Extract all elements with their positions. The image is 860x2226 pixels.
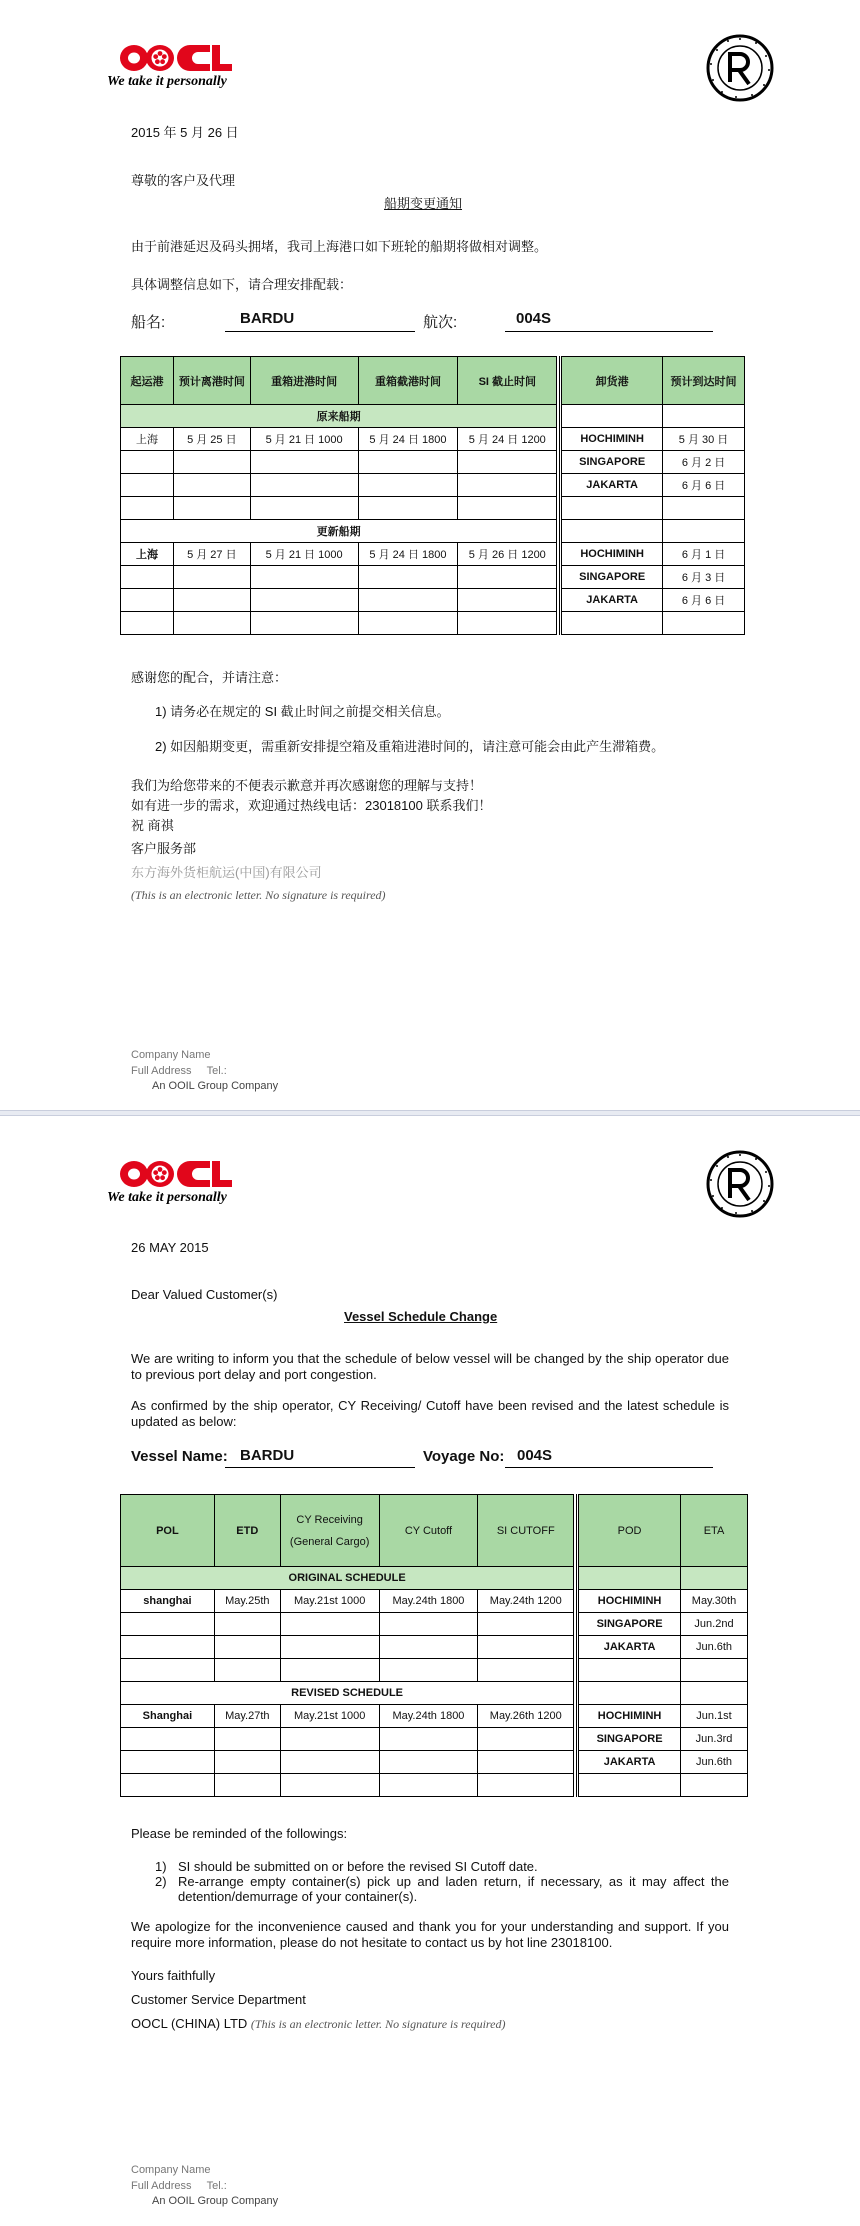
tagline: We take it personally (107, 1190, 227, 1205)
table-cell: HOCHIMINH (578, 1590, 681, 1613)
original-schedule-label: ORIGINAL SCHEDULE (121, 1567, 574, 1590)
department: Customer Service Department (131, 1992, 306, 2007)
note-1: SI should be submitted on or before the revised SI Cutoff date. (178, 1859, 538, 1874)
footer-group: An OOIL Group Company (152, 2195, 279, 2207)
table-cell: 6 月 2 日 (663, 451, 745, 474)
table-cell: May.24th 1200 (478, 1590, 574, 1613)
table-cell: 6 月 3 日 (663, 566, 745, 589)
header-eta: 预计到达时间 (663, 357, 745, 405)
yours-faithfully: Yours faithfully (131, 1968, 216, 1983)
table-cell: SINGAPORE (561, 451, 663, 474)
note-1-number: 1) (155, 1859, 167, 1874)
greeting: 尊敬的客户及代理 (131, 173, 236, 188)
header-pod: 卸货港 (561, 357, 663, 405)
table-cell: 6 月 1 日 (663, 543, 745, 566)
vessel-value: BARDU (240, 310, 295, 327)
table-cell: shanghai (121, 1590, 215, 1613)
letter-page-english (0, 1116, 860, 2226)
apology-line-2: 如有进一步的需求，欢迎通过热线电话：23018100 联系我们！ (131, 798, 492, 813)
table-cell: 上海 (121, 428, 174, 451)
table-cell: 5 月 24 日 1800 (358, 543, 458, 566)
table-cell: 6 月 6 日 (663, 474, 745, 497)
letter-date: 26 MAY 2015 (131, 1240, 209, 1255)
footer-company-name: Company Name (131, 2164, 211, 2176)
table-cell: May.26th 1200 (478, 1705, 574, 1728)
electronic-note: (This is an electronic letter. No signature is required) (131, 888, 386, 902)
table-cell: 5 月 24 日 1800 (358, 428, 458, 451)
table-cell: 5 月 21 日 1000 (250, 428, 358, 451)
table-cell: Jun.6th (681, 1636, 748, 1659)
header-etd: 预计离港时间 (173, 357, 250, 405)
table-cell: JAKARTA (561, 589, 663, 612)
letter-title: Vessel Schedule Change (344, 1309, 498, 1324)
table-cell: Shanghai (121, 1705, 215, 1728)
apology-line-1: 我们为给您带来的不便表示歉意并再次感谢您的理解与支持！ (131, 778, 483, 793)
table-cell: May.24th 1800 (379, 1705, 478, 1728)
footer-group: An OOIL Group Company (152, 1080, 279, 1092)
table-cell: May.21st 1000 (280, 1705, 379, 1728)
tagline: We take it personally (107, 74, 227, 89)
company-name-en (131, 2016, 505, 2032)
letter-date: 2015 年 5 月 26 日 (131, 125, 239, 140)
note-2: 2) 如因船期变更，需重新安排提空箱及重箱进港时间的，请注意可能会由此产生滞箱费。 (155, 739, 665, 754)
vessel-value: BARDU (240, 1447, 295, 1464)
oocl-logo (120, 1156, 232, 1194)
table-cell: HOCHIMINH (561, 428, 663, 451)
thanks-line: 感谢您的配合，并请注意： (131, 670, 288, 685)
letter-title: 船期变更通知 (384, 196, 463, 211)
intro-paragraph: 由于前港延迟及码头拥堵，我司上海港口如下班轮的船期将做相对调整。 (131, 239, 548, 254)
table-cell: SINGAPORE (561, 566, 663, 589)
header-si-cutoff: SI CUTOFF (478, 1495, 574, 1567)
apology-paragraph: We apologize for the inconvenience caused and thank you for your understanding and support. If you require more information, please do not hesitate to contact us by hot line 23018100. (131, 1919, 729, 1950)
schedule-table-cn (120, 356, 745, 635)
header-cy-cutoff: 重箱截港时间 (358, 357, 458, 405)
table-cell: May.21st 1000 (280, 1590, 379, 1613)
table-cell: 5 月 24 日 1200 (458, 428, 557, 451)
table-cell: SINGAPORE (578, 1613, 681, 1636)
header-cy-cutoff: CY Cutoff (379, 1495, 478, 1567)
table-cell: JAKARTA (561, 474, 663, 497)
reminder-line: Please be reminded of the followings: (131, 1826, 348, 1841)
adjust-paragraph: 具体调整信息如下，请合理安排配载： (131, 277, 353, 292)
table-cell: 5 月 30 日 (663, 428, 745, 451)
header-eta: ETA (681, 1495, 748, 1567)
header-cy-receiving: CY Receiving (General Cargo) (280, 1495, 379, 1567)
oocl-logo (120, 40, 232, 78)
footer-address: Full Address Tel.: (131, 1065, 227, 1077)
table-cell: Jun.1st (681, 1705, 748, 1728)
table-cell: 6 月 6 日 (663, 589, 745, 612)
note-1: 1) 请务必在规定的 SI 截止时间之前提交相关信息。 (155, 704, 450, 719)
table-cell: May.27th (214, 1705, 280, 1728)
adjust-paragraph: As confirmed by the ship operator, CY Receiving/ Cutoff have been revised and the latest schedule is updated as below: (131, 1398, 729, 1429)
footer-company-name: Company Name (131, 1049, 211, 1061)
table-cell: JAKARTA (578, 1636, 681, 1659)
table-cell: JAKARTA (578, 1751, 681, 1774)
table-cell: 5 月 21 日 1000 (250, 543, 358, 566)
voyage-label: 航次: (423, 314, 458, 331)
revised-schedule-label: 更新船期 (121, 520, 557, 543)
regards: 祝 商祺 (131, 818, 174, 833)
schedule-table-en (120, 1494, 748, 1797)
vessel-label: 船名: (131, 314, 166, 331)
original-schedule-label: 原来船期 (121, 405, 557, 428)
table-cell: 5 月 26 日 1200 (458, 543, 557, 566)
letter-page-chinese (0, 0, 860, 1110)
company-name-text: OOCL (CHINA) LTD (131, 2016, 248, 2031)
header-si-cutoff: SI 截止时间 (458, 357, 557, 405)
table-cell: 5 月 25 日 (173, 428, 250, 451)
revised-schedule-label: REVISED SCHEDULE (121, 1682, 574, 1705)
footer-address: Full Address Tel.: (131, 2180, 227, 2192)
table-cell: May.24th 1800 (379, 1590, 478, 1613)
voyage-value: 004S (517, 1447, 553, 1464)
iso-seal-icon (706, 34, 774, 102)
table-cell: May.25th (214, 1590, 280, 1613)
table-cell: Jun.6th (681, 1751, 748, 1774)
voyage-value: 004S (516, 310, 552, 327)
header-pod: POD (578, 1495, 681, 1567)
header-pol: 起运港 (121, 357, 174, 405)
vessel-label: Vessel Name: (131, 1448, 228, 1465)
note-2: Re-arrange empty container(s) pick up and laden return, if necessary, as it may affect the detention/demurrage of your container(s). (178, 1874, 729, 1904)
table-cell: SINGAPORE (578, 1728, 681, 1751)
table-cell: 上海 (121, 543, 174, 566)
electronic-note: (This is an electronic letter. No signature is required) (250, 2017, 506, 2031)
voyage-label: Voyage No: (423, 1448, 505, 1465)
table-cell: 5 月 27 日 (173, 543, 250, 566)
iso-seal-icon (706, 1150, 774, 1218)
company-name-cn: 东方海外货柜航运(中国)有限公司 (131, 865, 322, 880)
table-cell: May.30th (681, 1590, 748, 1613)
table-cell: HOCHIMINH (578, 1705, 681, 1728)
header-cy-receiving: 重箱进港时间 (250, 357, 358, 405)
table-cell: Jun.2nd (681, 1613, 748, 1636)
header-etd: ETD (214, 1495, 280, 1567)
table-cell: HOCHIMINH (561, 543, 663, 566)
greeting: Dear Valued Customer(s) (131, 1287, 278, 1302)
table-cell: Jun.3rd (681, 1728, 748, 1751)
note-2-number: 2) (155, 1874, 167, 1889)
intro-paragraph: We are writing to inform you that the schedule of below vessel will be changed by the ship operator due to previous port delay and port congestion. (131, 1351, 729, 1382)
header-pol: POL (121, 1495, 215, 1567)
department: 客户服务部 (131, 841, 197, 856)
